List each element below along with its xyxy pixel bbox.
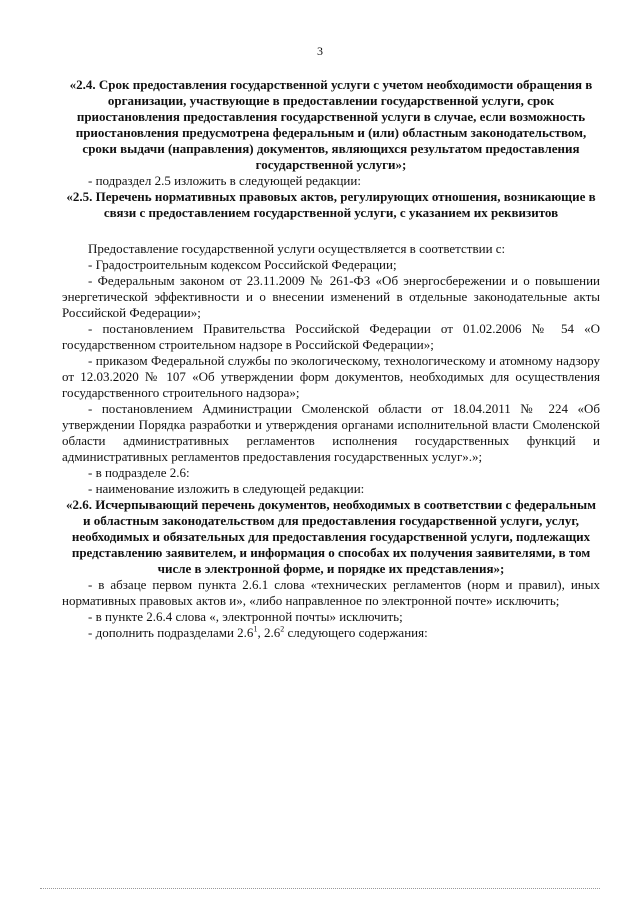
paragraph: Предоставление государственной услуги осуществляется в соответствии с:	[88, 241, 506, 256]
paragraph: - наименование изложить в следующей редакции:	[88, 481, 365, 496]
paragraph: - Градостроительным кодексом Российской Федерации;	[88, 257, 397, 272]
heading-2-6: «2.6. Исчерпывающий перечень документов, необходимых в соответствии с федеральным и областным законодательством для предоставления государственной услуги, услуг, необходимых и обязательных для предоставления государственной услуги, подлежащих представлению заявителем, и информация о способах их получения заявителями, в том числе в электронной форме, и порядке их представления»;	[65, 497, 597, 576]
heading-2-4: «2.4. Срок предоставления государственной услуги с учетом необходимости обращения в организации, участвующие в предоставлении государственной услуги, срок приостановления предоставления государственной услуги в случае, если возможность приостановления предусмотрена федеральным и (или) областным законодательством, сроки выдачи (направления) документов, являющихся результатом предоставления государственной услуги»;	[69, 77, 593, 172]
last-line-middle: , 2.6	[257, 625, 281, 640]
last-line-before: - дополнить подразделами 2.6	[88, 625, 254, 640]
document-body	[62, 77, 600, 641]
paragraph: - приказом Федеральной службы по экологическому, технологическому и атомному надзору от 12.03.2020 № 107 «Об утверждении форм документов, необходимых для осуществления государственного строительного надзора»;	[62, 353, 600, 400]
paragraph: - постановлением Правительства Российской Федерации от 01.02.2006 № 54 «О государственном строительном надзоре в Российской Федерации»;	[62, 321, 600, 352]
paragraph: - в абзаце первом пункта 2.6.1 слова «технических регламентов (норм и правил), иных нормативных правовых актов и», «либо направленное по электронной почте» исключить;	[62, 577, 600, 608]
last-line-after: следующего содержания:	[284, 625, 428, 640]
superscript-1: 1	[253, 624, 258, 634]
paragraph: - в подразделе 2.6:	[88, 465, 190, 480]
spacer	[62, 221, 600, 241]
paragraph: - в пункте 2.6.4 слова «, электронной почты» исключить;	[88, 609, 403, 624]
heading-2-5: «2.5. Перечень нормативных правовых актов, регулирующих отношения, возникающие в связи с предоставлением государственной услуги, с указанием их реквизитов	[66, 189, 596, 220]
page-number: 3	[317, 44, 323, 58]
paragraph-subsection-2-5: - подраздел 2.5 изложить в следующей редакции:	[88, 173, 361, 188]
paragraph-last	[62, 625, 600, 641]
paragraph: - Федеральным законом от 23.11.2009 № 261-ФЗ «Об энергосбережении и о повышении энергетической эффективности и о внесении изменений в отдельные законодательные акты Российской Федерации»;	[62, 273, 600, 320]
paragraph: - постановлением Администрации Смоленской области от 18.04.2011 № 224 «Об утверждении Порядка разработки и утверждения органами исполнительной власти Смоленской области административных регламентов исполнения государственных функций и административных регламентов предоставления государственных услуг».»;	[62, 401, 600, 464]
superscript-2: 2	[280, 624, 285, 634]
bottom-divider	[40, 888, 600, 889]
